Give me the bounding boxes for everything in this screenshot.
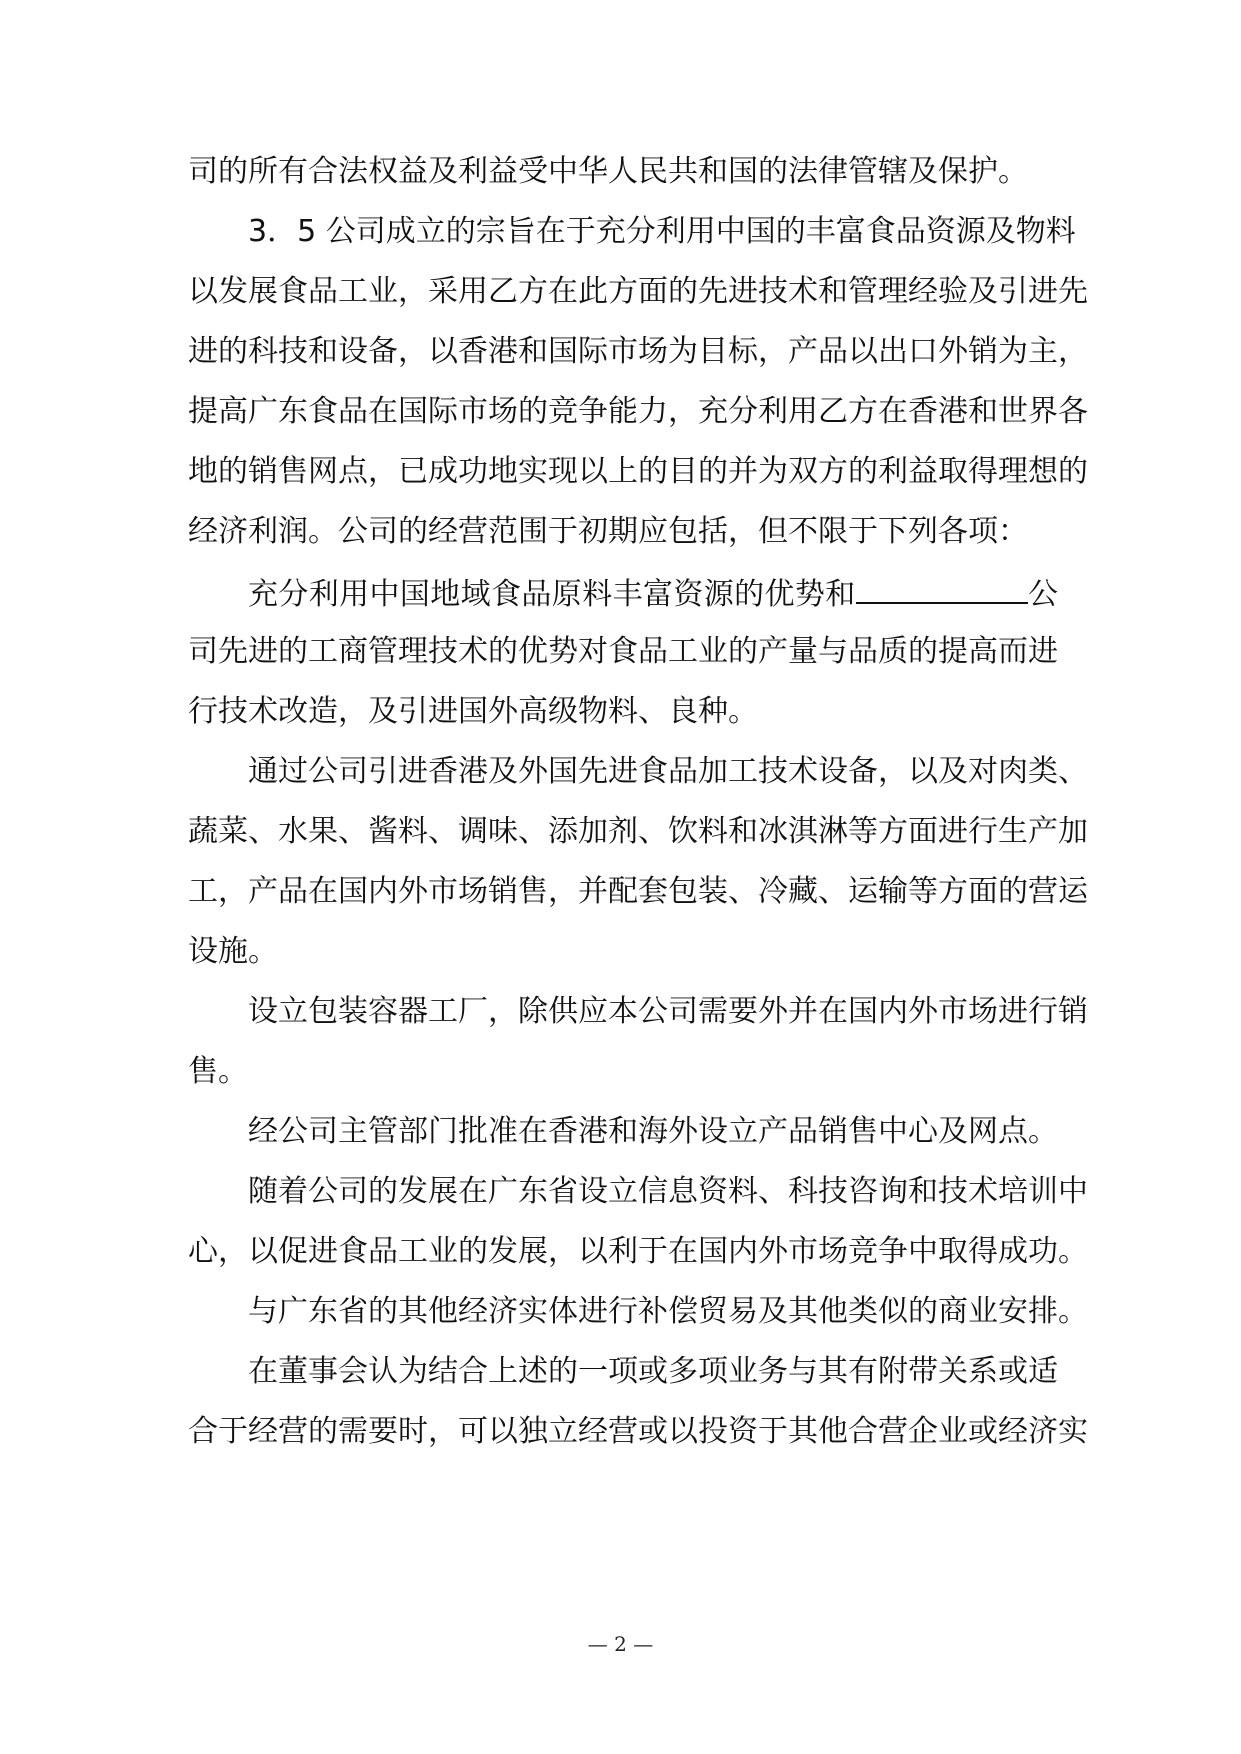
text-line: 设立包装容器工厂，除供应本公司需要外并在国内外市场进行销	[248, 994, 1088, 1029]
text-line-with-blank	[248, 572, 1058, 612]
text-line: 通过公司引进香港及外国先进食品加工技术设备，以及对肉类、	[248, 754, 1088, 789]
text-line: 合于经营的需要时，可以独立经营或以投资于其他合营企业或经济实	[188, 1414, 1088, 1449]
text-line: 司的所有合法权益及利益受中华人民共和国的法律管辖及保护。	[188, 154, 1028, 189]
text-line: 进的科技和设备，以香港和国际市场为目标，产品以出口外销为主，	[188, 334, 1088, 369]
text-line: 售。	[188, 1054, 248, 1089]
text-line: 随着公司的发展在广东省设立信息资料、科技咨询和技术培训中	[248, 1174, 1088, 1209]
text-segment: 公	[1027, 577, 1059, 612]
text-line: 行技术改造，及引进国外高级物料、良种。	[188, 694, 758, 729]
text-segment: 充分利用中国地域食品原料丰富资源的优势和	[248, 577, 856, 612]
text-line: 蔬菜、水果、酱料、调味、添加剂、饮料和冰淇淋等方面进行生产加	[188, 814, 1088, 849]
text-line: 工，产品在国内外市场销售，并配套包装、冷藏、运输等方面的营运	[188, 874, 1088, 909]
text-line: 设施。	[188, 934, 278, 969]
page-number: — 2 —	[587, 1632, 654, 1656]
text-line: 与广东省的其他经济实体进行补偿贸易及其他类似的商业安排。	[248, 1294, 1088, 1329]
text-line: 提高广东食品在国际市场的竞争能力，充分利用乙方在香港和世界各	[188, 394, 1088, 429]
text-line: 经济利润。公司的经营范围于初期应包括，但不限于下列各项：	[188, 514, 1028, 549]
text-line: 地的销售网点，已成功地实现以上的目的并为双方的利益取得理想的	[188, 454, 1088, 489]
text-line: 心，以促进食品工业的发展，以利于在国内外市场竞争中取得成功。	[188, 1234, 1088, 1269]
text-line: 3．5 公司成立的宗旨在于充分利用中国的丰富食品资源及物料	[248, 214, 1076, 249]
text-line: 司先进的工商管理技术的优势对食品工业的产量与品质的提高而进	[188, 634, 1058, 669]
text-line: 以发展食品工业，采用乙方在此方面的先进技术和管理经验及引进先	[188, 274, 1088, 309]
text-line: 经公司主管部门批准在香港和海外设立产品销售中心及网点。	[248, 1114, 1058, 1149]
fill-in-blank[interactable]	[856, 572, 1028, 604]
text-line: 在董事会认为结合上述的一项或多项业务与其有附带关系或适	[248, 1354, 1058, 1389]
